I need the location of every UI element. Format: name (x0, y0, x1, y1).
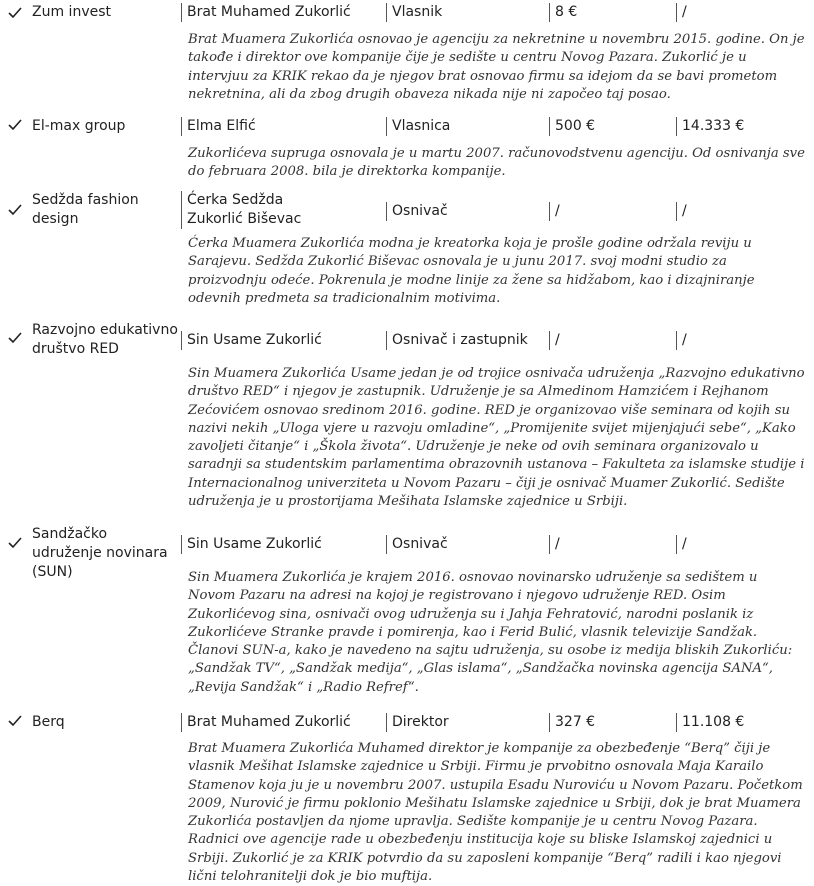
company-name: Berq (32, 714, 65, 730)
company-name: Razvojno edukativno društvo RED (32, 322, 178, 357)
company-name: El-max group (32, 118, 126, 134)
role-cell: Osnivač i zastupnik (386, 331, 549, 350)
company-name: Sedžda fashion design (32, 192, 139, 227)
capital-cell: / (549, 331, 676, 350)
checkmark-icon (7, 6, 23, 20)
capital-cell: / (549, 202, 676, 221)
revenue-cell: 14.333 € (676, 117, 814, 136)
description: Brat Muamera Zukorlića osnovao je agenciju za nekretnine u novembru 2015. godine. On je takođe i direktor ove kompanije čije je sedište u centru Novog Pazara. Zukorlić je u intervjuu za KRIK rekao da je njegov brat osnovao firmu sa idejom da se bavi prometom nekretnina, ali da zbog drugih obaveza nikada nije ni započeo taj posao. (188, 32, 805, 102)
capital-cell: 327 € (549, 713, 676, 732)
capital-cell: 500 € (549, 117, 676, 136)
capital-cell: 8 € (549, 3, 676, 22)
person-cell: Sin Usame Zukorlić (181, 331, 386, 350)
revenue-cell: / (676, 202, 814, 221)
description: Sin Muamera Zukorlića je krajem 2016. osnovao novinarsko udruženje sa sedištem u Novom Pazaru na adresi na kojoj je registrovano i njegovo udruženje RED. Osim Zukorlićevog sina, osnivači ovog udruženja su i Jahja Fehratović, narodni poslanik iz Zukorlićeve Stranke pravde i pomirenja, kao i Ferid Bulić, vlasnik televizije Sandžak. Članovi SUN-a, kako je navedeno na sajtu udruženja, su osobe iz medija bliskih Zukorliću: „Sandžak TV“, „Sandžak medija“, „Glas islama“, „Sandžačka novinska agencija SANA“, „Revija Sandžak“ i „Radio Refref“. (188, 570, 793, 695)
description: Brat Muamera Zukorlića Muhamed direktor je kompanije za obezbeđenje “Berq” čiji je vlasnik Mešihat Islamske zajednice u Srbiji. Firmu je prvobitno osnovala Maja Karailo Stamenov koja ju je u novembru 2007. ustupila Esadu Nuroviću u Novom Pazaru. Početkom 2009, Nurović je firmu poklonio Mešihatu Islamske zajednice u Srbiji, dok je brat Muamera Zukorlića postavljen da njome upravlja. Sedište kompanije je u centru Novog Pazara. Radnici ove agencije rade u obezbeđenju institucija koje su bliske Islamskoj zajednici u Srbiji. Zukorlić je za KRIK potvrdio da su zaposleni kompanije “Berq” radili i kao njegovi lični telohranitelji dok je bio muftija. (188, 741, 803, 885)
role-cell: Vlasnica (386, 117, 549, 136)
company-name: Sandžačko udruženje novinara (SUN) (32, 526, 168, 580)
revenue-cell: / (676, 535, 814, 554)
checkmark-icon (7, 203, 23, 217)
checkmark-icon (7, 118, 23, 132)
revenue-cell: / (676, 331, 814, 350)
capital-cell: / (549, 535, 676, 554)
role-cell: Osnivač (386, 535, 549, 554)
description: Sin Muamera Zukorlića Usame jedan je od trojice osnivača udruženja „Razvojno edukativno društvo RED“ i njegov je zastupnik. Udruženje je sa Almedinom Hamzićem i Rejhanom Zećovićem osnovao sredinom 2016. godine. RED je organizovao više seminara od kojih su nazivi nekih „Uloga vjere u razvoju omladine“, „Promijenite svijet mijenjajući sebe“, „Kako zavoljeti čitanje“ i „Škola života“. Udruženje je neke od ovih seminara organizovalo u saradnji sa studentskim parlamentima obrazovnih ustanova – Fakulteta za islamske studije i Internacionalnog univerziteta u Novom Pazaru – čiji je osnivač Muamer Zukorlić. Sedište udruženja je u prostorijama Mešihata Islamske zajednice u Srbiji. (188, 366, 805, 510)
revenue-cell: / (676, 3, 814, 22)
role-cell: Direktor (386, 713, 549, 732)
person-cell: Brat Muhamed Zukorlić (181, 3, 386, 22)
revenue-cell: 11.108 € (676, 713, 814, 732)
role-cell: Vlasnik (386, 3, 549, 22)
role-cell: Osnivač (386, 202, 549, 221)
description: Ćerka Muamera Zukorlića modna je kreatorka koja je prošle godine održala reviju u Sarajevu. Sedžda Zukorlić Biševac osnovala je u junu 2017. svoj modni studio za proizvodnju odeće. Pokrenula je modne linije za žene sa hidžabom, kao i dizajniranje odevnih predmeta sa tradicionalnim motivima. (188, 236, 755, 306)
person-cell: Brat Muhamed Zukorlić (181, 713, 386, 732)
description: Zukorlićeva supruga osnovala je u martu 2007. računovodstvenu agenciju. Od osnivanja sve do februara 2008. bila je direktorka kompanije. (188, 146, 805, 180)
checkmark-icon (7, 331, 23, 345)
checkmark-icon (7, 714, 23, 728)
person-cell: Elma Elfić (181, 117, 386, 136)
person-cell: Sin Usame Zukorlić (181, 535, 386, 554)
person-cell: Ćerka Sedžda Zukorlić Biševac (181, 191, 341, 229)
company-name: Zum invest (32, 4, 111, 20)
checkmark-icon (7, 536, 23, 550)
